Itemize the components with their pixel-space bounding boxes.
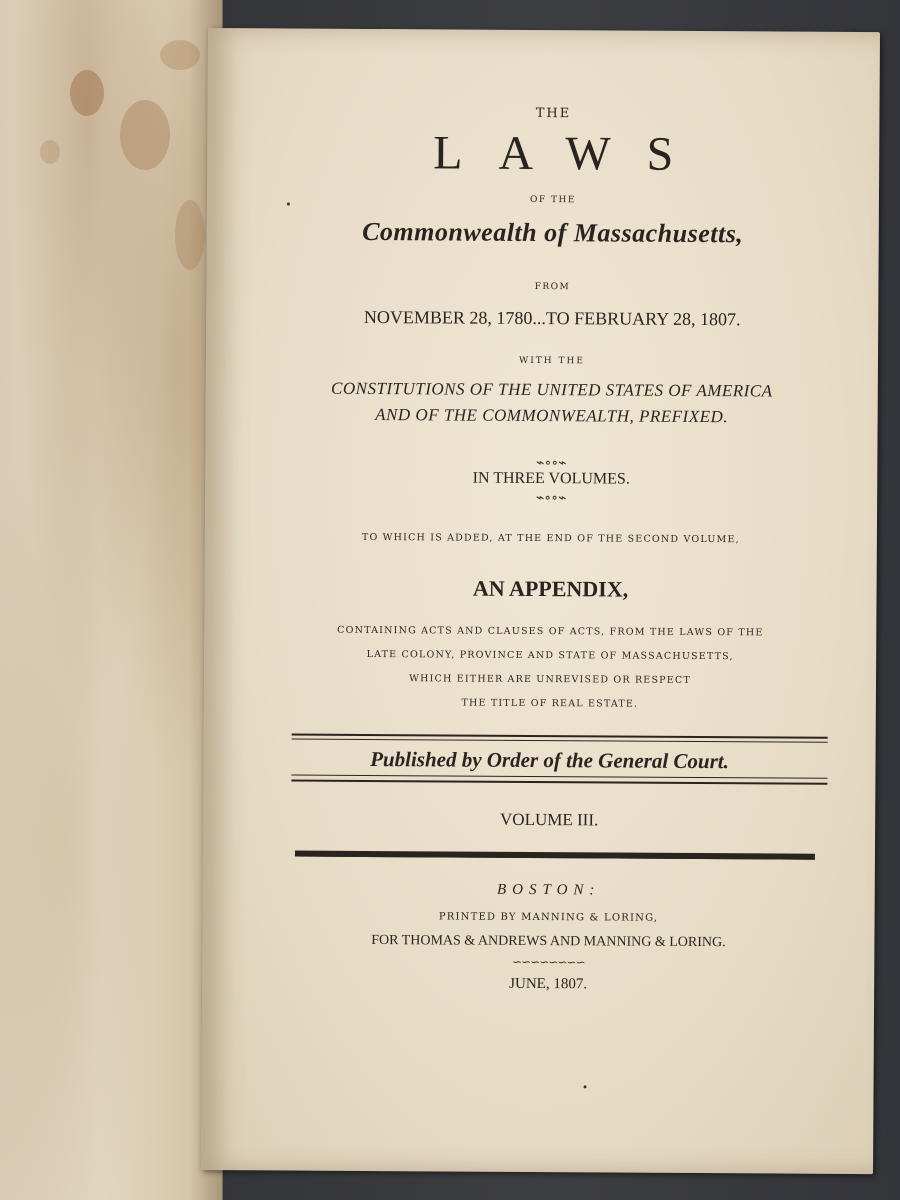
- publication-date: JUNE, 1807.: [509, 975, 588, 993]
- containing-line-3: WHICH EITHER ARE UNREVISED OR RESPECT: [409, 673, 691, 686]
- published-by-order-line: Published by Order of the General Court.: [370, 747, 729, 774]
- the-line: THE: [535, 106, 572, 122]
- appendix-heading: AN APPENDIX,: [472, 575, 629, 602]
- containing-line-2: LATE COLONY, PROVINCE AND STATE OF MASSACHUSETTS,: [366, 648, 734, 663]
- with-the-line: WITH THE: [518, 355, 585, 367]
- volume-number: VOLUME III.: [500, 809, 599, 830]
- rule-above-published: [292, 734, 828, 739]
- title-page-text: [248, 28, 860, 993]
- swirl-ornament-top: ⌁∘∘⌁: [536, 455, 567, 472]
- thick-rule: [295, 851, 815, 860]
- foxing-stain: [70, 70, 104, 116]
- printer-line: PRINTED BY MANNING & LORING,: [438, 911, 659, 924]
- boston-imprint: BOSTON:: [496, 881, 601, 899]
- volumes-line: IN THREE VOLUMES.: [472, 469, 630, 488]
- from-line: FROM: [534, 282, 571, 293]
- rule-below-published: [291, 780, 827, 785]
- foxing-stain: [120, 100, 170, 170]
- speck: [584, 1085, 587, 1088]
- publisher-line: FOR THOMAS & ANDREWS AND MANNING & LORING.: [371, 933, 726, 951]
- rule-above-published-thin: [292, 739, 828, 743]
- constitutions-line-2: AND OF THE COMMONWEALTH, PREFIXED.: [375, 405, 729, 427]
- of-the-line: OF THE: [529, 194, 576, 206]
- wave-ornament: ∽∽∽∽∽∽∽∽: [512, 954, 585, 970]
- foxing-stain: [160, 40, 200, 70]
- foxing-stain: [40, 140, 60, 164]
- commonwealth-heading: Commonwealth of Massachusetts,: [362, 216, 744, 249]
- left-blank-page: [0, 0, 223, 1200]
- speck: [287, 202, 290, 205]
- title-page: [201, 28, 880, 1174]
- added-line: TO WHICH IS ADDED, AT THE END OF THE SECOND VOLUME,: [361, 531, 740, 546]
- laws-heading: LAWS: [433, 126, 710, 182]
- containing-line-4: THE TITLE OF REAL ESTATE.: [461, 697, 639, 710]
- swirl-ornament-bottom: ⌁∘∘⌁: [535, 490, 567, 507]
- date-range-line: NOVEMBER 28, 1780...TO FEBRUARY 28, 1807.: [363, 306, 741, 330]
- rule-below-published-thin: [291, 775, 827, 779]
- foxing-stain: [175, 200, 205, 270]
- containing-line-1: CONTAINING ACTS AND CLAUSES OF ACTS, FROM THE LAWS OF THE: [337, 624, 764, 639]
- constitutions-line-1: CONSTITUTIONS OF THE UNITED STATES OF AMERICA: [330, 378, 773, 401]
